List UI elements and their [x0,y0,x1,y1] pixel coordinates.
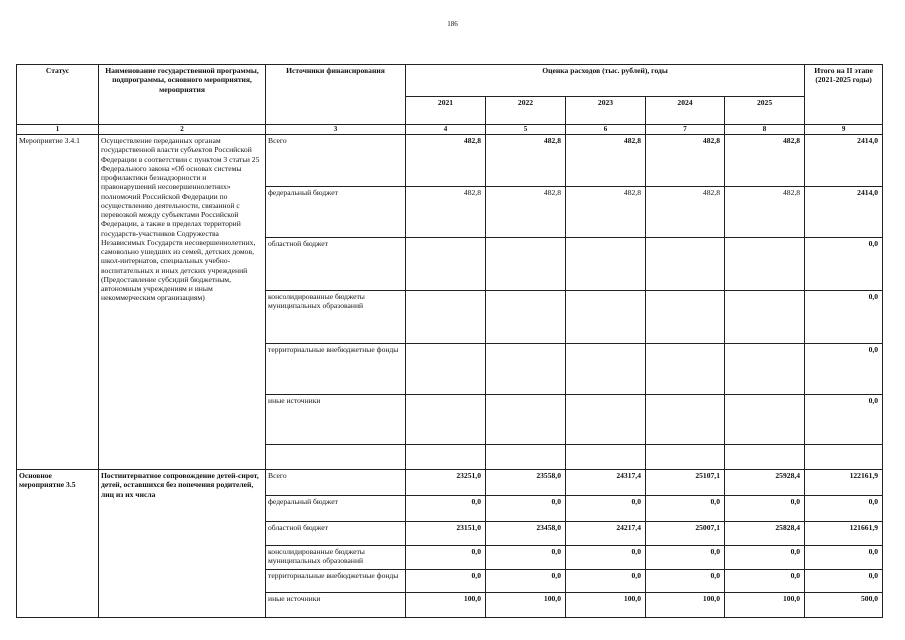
row-status: Основное мероприятие 3.5 [17,470,99,618]
source-cell: иные источники [266,593,406,618]
empty-cell [566,445,646,470]
value-cell: 0,0 [566,570,646,593]
total-cell: 122161,9 [805,470,883,496]
total-cell: 2414,0 [805,135,883,187]
value-cell: 0,0 [725,496,805,522]
column-number: 9 [805,125,883,135]
source-cell: федеральный бюджет [266,496,406,522]
value-cell: 100,0 [486,593,566,618]
header-year: 2024 [646,97,725,125]
empty-cell [646,445,725,470]
source-cell: территориальные внебюджетные фонды [266,570,406,593]
value-cell: 100,0 [406,593,486,618]
value-cell: 482,8 [566,135,646,187]
source-cell: Всего [266,470,406,496]
source-cell: территориальные внебюджетные фонды [266,344,406,395]
total-cell: 0,0 [805,570,883,593]
value-cell [725,238,805,291]
value-cell: 0,0 [486,570,566,593]
row-status: Мероприятие 3.4.1 [17,135,99,470]
total-cell: 121661,9 [805,522,883,546]
value-cell: 25828,4 [725,522,805,546]
empty-cell [406,445,486,470]
value-cell [486,291,566,344]
header-total: Итого на II этапе (2021-2025 годы) [805,65,883,125]
value-cell [566,238,646,291]
value-cell: 25107,1 [646,470,725,496]
expenditure-table [16,64,883,618]
row-name: Осуществление переданных органам государственной власти субъектов Российской Федерации в соответствии с пунктом 3 статьи 25 Федерального закона «Об основах системы профилактики безнадзорности и правонарушений несовершеннолетних» полномочий Российской Федерации по осуществлению деятельности, связанной с перевозкой между субъектами Российской Федерации, а также в пределах территорий государств-участников Содружества Независимых Государств несовершеннолетних, самовольно ушедших из семей, детских домов, школ-интернатов, специальных учебно-воспитательных и иных детских учреждений (Предоставление субсидий бюджетным, автономным учреждениям и иным некоммерческим организациям) [99,135,266,470]
header-year: 2021 [406,97,486,125]
header-estimate: Оценка расходов (тыс. рублей), годы [406,65,805,97]
value-cell [566,395,646,445]
value-cell: 482,8 [646,187,725,238]
value-cell: 0,0 [566,546,646,570]
header-year: 2022 [486,97,566,125]
value-cell: 100,0 [646,593,725,618]
total-cell: 0,0 [805,496,883,522]
value-cell [406,344,486,395]
table-row [17,470,883,496]
empty-cell [266,445,406,470]
source-cell: областной бюджет [266,238,406,291]
value-cell [406,238,486,291]
value-cell [486,395,566,445]
value-cell: 25007,1 [646,522,725,546]
source-cell: Всего [266,135,406,187]
value-cell [566,344,646,395]
value-cell: 0,0 [646,546,725,570]
value-cell: 482,8 [486,187,566,238]
value-cell: 0,0 [406,570,486,593]
column-number: 1 [17,125,99,135]
source-cell: федеральный бюджет [266,187,406,238]
page-number: 186 [447,20,458,28]
value-cell [646,291,725,344]
source-cell: областной бюджет [266,522,406,546]
value-cell: 482,8 [566,187,646,238]
value-cell: 24217,4 [566,522,646,546]
value-cell [486,344,566,395]
value-cell: 0,0 [725,570,805,593]
empty-cell [805,445,883,470]
value-cell: 23558,0 [486,470,566,496]
value-cell: 482,8 [406,135,486,187]
empty-cell [725,445,805,470]
column-number: 7 [646,125,725,135]
value-cell: 482,8 [646,135,725,187]
column-number: 3 [266,125,406,135]
total-cell: 0,0 [805,546,883,570]
value-cell [566,291,646,344]
value-cell: 23151,0 [406,522,486,546]
value-cell: 0,0 [406,546,486,570]
column-number: 8 [725,125,805,135]
value-cell [646,238,725,291]
value-cell [646,344,725,395]
header-name: Наименование государственной программы, подпрограммы, основного мероприятия, мероприятия [99,65,266,125]
value-cell: 23251,0 [406,470,486,496]
value-cell: 24317,4 [566,470,646,496]
total-cell: 0,0 [805,395,883,445]
value-cell: 482,8 [725,135,805,187]
value-cell: 0,0 [406,496,486,522]
value-cell [725,344,805,395]
source-cell: консолидированные бюджеты муниципальных образований [266,291,406,344]
column-number: 2 [99,125,266,135]
column-number: 4 [406,125,486,135]
empty-cell [486,445,566,470]
value-cell: 100,0 [725,593,805,618]
total-cell: 0,0 [805,238,883,291]
total-cell: 2414,0 [805,187,883,238]
value-cell: 0,0 [486,496,566,522]
table-row [17,135,883,187]
source-cell: иные источники [266,395,406,445]
value-cell: 25928,4 [725,470,805,496]
total-cell: 0,0 [805,344,883,395]
source-cell: консолидированные бюджеты муниципальных образований [266,546,406,570]
value-cell: 0,0 [486,546,566,570]
value-cell [725,395,805,445]
value-cell [646,395,725,445]
value-cell [486,238,566,291]
value-cell: 0,0 [646,570,725,593]
value-cell [725,291,805,344]
header-sources: Источники финансирования [266,65,406,125]
value-cell: 100,0 [566,593,646,618]
value-cell: 0,0 [566,496,646,522]
total-cell: 500,0 [805,593,883,618]
value-cell: 0,0 [646,496,725,522]
row-name: Постинтернатное сопровождение детей-сирот, детей, оставшихся без попечения родителей, лиц из их числа [99,470,266,618]
column-number: 6 [566,125,646,135]
value-cell: 482,8 [406,187,486,238]
header-status: Статус [17,65,99,125]
column-number: 5 [486,125,566,135]
value-cell: 23458,0 [486,522,566,546]
header-year: 2025 [725,97,805,125]
value-cell: 482,8 [486,135,566,187]
header-year: 2023 [566,97,646,125]
total-cell: 0,0 [805,291,883,344]
value-cell [406,395,486,445]
value-cell: 482,8 [725,187,805,238]
value-cell: 0,0 [725,546,805,570]
value-cell [406,291,486,344]
